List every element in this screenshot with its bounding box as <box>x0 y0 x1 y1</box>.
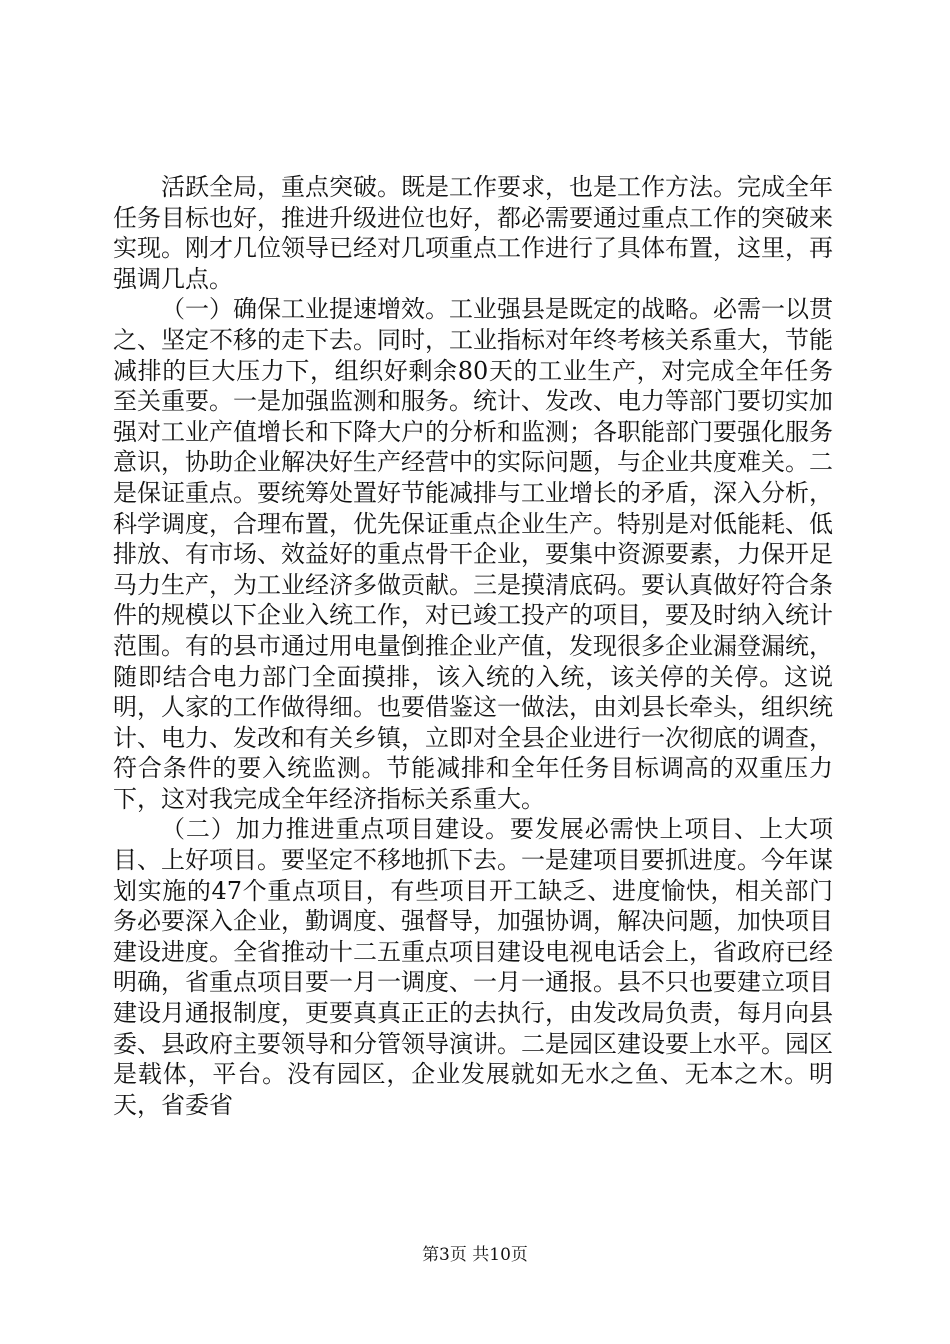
document-body <box>113 172 833 1120</box>
page-number-footer: 第3页 共10页 <box>422 1245 528 1265</box>
paragraph-section-2: （二）加力推进重点项目建设。要发展必需快上项目、上大项目、上好项目。要坚定不移地抓下去。一是建项目要抓进度。今年谋划实施的47个重点项目，有些项目开工缺乏、进度愉快，相关部门务必要深入企业，勤调度、强督导，加强协调，解决问题，加快项目建设进度。全省推动十二五重点项目建设电视电话会上，省政府已经明确，省重点项目要一月一调度、一月一通报。县不只也要建立项目建设月通报制度，更要真真正正的去执行，由发改局负责，每月向县委、县政府主要领导和分管领导演讲。二是园区建设要上水平。园区是载体，平台。没有园区，企业发展就如无水之鱼、无本之木。明天，省委省 <box>113 815 833 1119</box>
paragraph-section-1: （一）确保工业提速增效。工业强县是既定的战略。必需一以贯之、坚定不移的走下去。同时，工业指标对年终考核关系重大，节能减排的巨大压力下，组织好剩余80天的工业生产，对完成全年任务至关重要。一是加强监测和服务。统计、发改、电力等部门要切实加强对工业产值增长和下降大户的分析和监测；各职能部门要强化服务意识，协助企业解决好生产经营中的实际问题，与企业共度难关。二是保证重点。要统筹处置好节能减排与工业增长的矛盾，深入分析，科学调度，合理布置，优先保证重点企业生产。特别是对低能耗、低排放、有市场、效益好的重点骨干企业，要集中资源要素，力保开足马力生产，为工业经济多做贡献。三是摸清底码。要认真做好符合条件的规模以下企业入统工作，对已竣工投产的项目，要及时纳入统计范围。有的县市通过用电量倒推企业产值，发现很多企业漏登漏统，随即结合电力部门全面摸排，该入统的入统，该关停的关停。这说明，人家的工作做得细。也要借鉴这一做法，由刘县长牵头，组织统计、电力、发改和有关乡镇，立即对全县企业进行一次彻底的调查，符合条件的要入统监测。节能减排和全年任务目标调高的双重压力下，这对我完成全年经济指标关系重大。 <box>113 295 833 813</box>
paragraph-intro: 活跃全局，重点突破。既是工作要求，也是工作方法。完成全年任务目标也好，推进升级进位也好，都必需要通过重点工作的突破来实现。刚才几位领导已经对几项重点工作进行了具体布置，这里，再强调几点。 <box>113 173 833 293</box>
